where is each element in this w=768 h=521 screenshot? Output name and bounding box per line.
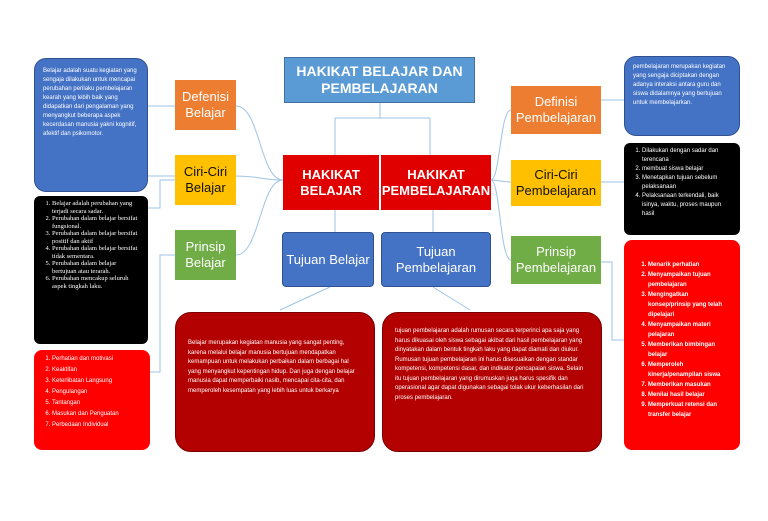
list-item: 3. Perubahan dalam belajar bersifat positif dan aktif: [52, 230, 142, 245]
list-item: 5. Memberikan bimbingan belajar: [648, 340, 730, 360]
list-item: 9. Memperkuat retensi dan transfer belajar: [648, 400, 730, 420]
ciri-pembelajaran-list: [624, 143, 740, 235]
definisi-pembelajaran-paragraph: pembelajaran merupakan kegiatan yang sengaja diciptakan dengan adanya interaksi antara guru dan siswa didalamnya yang bertujuan untuk membelajarkan.: [633, 64, 726, 106]
list-item: 1. Perhatian dan motivasi: [52, 354, 144, 365]
list-item: 3. Mengingatkan konsep/prinsip yang telah dipelajari: [648, 290, 730, 320]
list-item: 5. Perubahan dalam belajar bertujuan atau terarah.: [52, 260, 142, 275]
list-item: 5. Tantangan: [52, 398, 144, 409]
list-item: 2. Perubahan dalam belajar bersifat fungsional.: [52, 215, 142, 230]
ciri-pembelajaran-node: Ciri-Ciri Pembelajaran: [511, 160, 601, 206]
list-item: 7. Memberikan masukan: [648, 380, 730, 390]
hakikat-pembelajaran-node: HAKIKAT PEMBELAJARAN: [381, 155, 491, 210]
tujuan-belajar-paragraph: Belajar merupakan kegiatan manusia yang sangat penting, karena melalui belajar manusia bertujuan mendapatkan kemampuan untuk melakukan perbaikan dalam berbagai hal yang menyangkut kepentingan hidup. Dan juga dengan belajar manusia dapat memperbaiki nasib, mencapai cita-cita, dan memperoleh kesempatan yang lebih luas untuk berkarya: [188, 340, 355, 394]
list-item: 1. Dilakukan dengan sadar dan terencana: [642, 147, 734, 165]
list-item: 4. Perubahan dalam belajar bersifat tidak sementara.: [52, 245, 142, 260]
list-item: 2. Keaktifan: [52, 365, 144, 376]
definisi-belajar-paragraph: Belajar adalah suatu kegiatan yang sengaja dilakukan untuk mencapai perubahan perilaku pembelajaran kearah yang lebih baik yang didapatkan dari pengalaman yang menyangkut beberapa aspek kecerdasan manusia yakni kognitif, afektif dan psikomotor.: [43, 68, 137, 137]
list-item: 3. Menetapkan tujuan sebelum pelaksanaan: [642, 174, 734, 192]
list-item: 1. Belajar adalah perubahan yang terjadi secara sadar.: [52, 200, 142, 215]
page-title: HAKIKAT BELAJAR DAN PEMBELAJARAN: [284, 57, 475, 103]
prinsip-pembelajaran-list: [624, 240, 740, 450]
definisi-pembelajaran-node: Definisi Pembelajaran: [511, 86, 601, 134]
definisi-belajar-text: [34, 58, 148, 192]
list-item: 6. Memperoleh kinerja/penampilan siswa: [648, 360, 730, 380]
definisi-belajar-node: Defenisi Belajar: [175, 80, 236, 130]
list-item: 4. Menyampaikan materi pelajaran: [648, 320, 730, 340]
list-item: 6. Masukan dan Penguatan: [52, 409, 144, 420]
definisi-pembelajaran-text: [624, 56, 740, 136]
hakikat-belajar-node: HAKIKAT BELAJAR: [283, 155, 379, 210]
list-item: 8. Menilai hasil belajar: [648, 390, 730, 400]
list-item: 2. membuat siswa belajar: [642, 165, 734, 174]
list-item: 3. Keterlibatan Langsung: [52, 376, 144, 387]
tujuan-belajar-text: [175, 312, 375, 452]
tujuan-pembelajaran-paragraph: tujuan pembelajaran adalah rumusan secara terperinci apa saja yang harus dikuasai oleh siswa sebagai akibat dari hasil pembelajaran yang dinyatakan dalam bentuk tingkah laku yang dapat diamati dan diukur. Rumusan tujuan pembelajaran ini harus disesuaikan dengan standar kompetensi, kompetensi dasar, dan indikator pencapaian siswa. Selain itu tujuan pembelajaran yang dirumuskan juga harus spesifik dan operasional agar dapat digunakan sebagai tolak ukur keberhasilan dari proses pembelajaran.: [395, 328, 584, 401]
tujuan-pembelajaran-text: [382, 312, 602, 452]
prinsip-belajar-list: [34, 350, 150, 450]
list-item: 2. Menyampaikan tujuan pembelajaran: [648, 270, 730, 290]
list-item: 4. Pengulangan: [52, 387, 144, 398]
prinsip-belajar-node: Prinsip Belajar: [175, 230, 236, 280]
list-item: 4. Pelaksanaan terkendali, baik isinya, waktu, proses maupun hasil: [642, 192, 734, 219]
ciri-belajar-node: Ciri-Ciri Belajar: [175, 155, 236, 205]
ciri-belajar-list: [34, 196, 148, 344]
tujuan-pembelajaran-node: Tujuan Pembelajaran: [381, 232, 491, 287]
prinsip-pembelajaran-node: Prinsip Pembelajaran: [511, 236, 601, 284]
list-item: 6. Perubahan mencakup seluruh aspek tingkah laku.: [52, 275, 142, 290]
tujuan-belajar-node: Tujuan Belajar: [282, 232, 374, 287]
list-item: 1. Menarik perhatian: [648, 260, 730, 270]
list-item: 7. Perbedaan Individual: [52, 420, 144, 431]
